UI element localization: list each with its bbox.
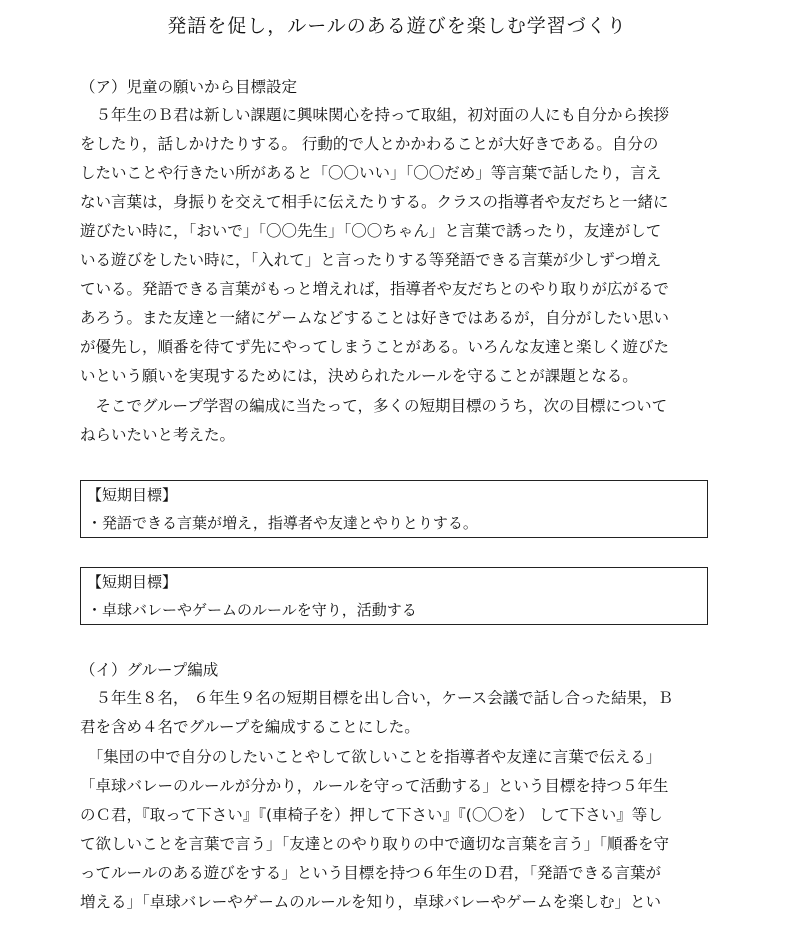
text-line: をしたり，話しかけたりする。 行動的で人とかかわることが大好きである。自分の bbox=[80, 135, 659, 153]
section-b-heading: （イ）グループ編成 bbox=[80, 661, 219, 679]
text-line: のＣ君，『取って下さい』『(車椅子を）押して下さい』『(〇〇を） して下さい』等し bbox=[80, 806, 663, 824]
text-line: 増える」「卓球バレーやゲームのルールを知り，卓球バレーやゲームを楽しむ」とい bbox=[80, 893, 661, 911]
text-line: 「卓球バレーのルールが分かり，ルールを守って活動する」という目標を持つ５年生 bbox=[80, 777, 669, 795]
box-item: ・卓球バレーやゲームのルールを守り，活動する bbox=[87, 601, 417, 619]
text-line: そこでグループ学習の編成に当たって，多くの短期目標のうち，次の目標について bbox=[80, 397, 668, 415]
box-label: 【短期目標】 bbox=[87, 573, 178, 591]
text-line: したいことや行きたい所があると「〇〇いい」「〇〇だめ」等言葉で話したり，言え bbox=[80, 164, 662, 182]
text-line: が優先し，順番を待てず先にやってしまうことがある。いろんな友達と楽しく遊びた bbox=[80, 338, 670, 356]
section-a-paragraph-2 bbox=[80, 392, 720, 450]
page-title: 発語を促し，ルールのある遊びを楽しむ学習づくり bbox=[167, 15, 627, 37]
text-line: いという願いを実現するためには，決められたルールを守ることが課題となる。 bbox=[80, 367, 638, 385]
section-b-paragraph-1 bbox=[80, 684, 720, 742]
text-line: ５年生のＢ君は新しい課題に興味関心を持って取組，初対面の人にも自分から挨拶 bbox=[80, 106, 670, 124]
text-line: 「集団の中で自分のしたいことやして欲しいことを指導者や友達に言葉で伝える」 bbox=[80, 748, 662, 766]
text-line: いる遊びをしたい時に，「入れて」と言ったりする等発語できる言葉が少しずつ増え bbox=[80, 251, 662, 269]
box-item: ・発語できる言葉が増え，指導者や友達とやりとりする。 bbox=[87, 514, 478, 532]
section-b-paragraph-2 bbox=[80, 743, 720, 917]
text-line: あろう。また友達と一緒にゲームなどすることは好きではあるが，自分がしたい思い bbox=[80, 309, 670, 327]
text-line: ってルールのある遊びをする」という目標を持つ６年生のＤ君，「発語できる言葉が bbox=[80, 864, 661, 882]
text-line: て欲しいことを言葉で言う」「友達とのやり取りの中で適切な言葉を言う」「順番を守 bbox=[80, 835, 670, 853]
text-line: 遊びたい時に，「おいで」「〇〇先生」「〇〇ちゃん」と言葉で誘ったり，友達がして bbox=[80, 222, 662, 240]
text-line: ない言葉は，身振りを交えて相手に伝えたりする。クラスの指導者や友だちと一緒に bbox=[80, 193, 669, 211]
text-line: ねらいたいと考えた。 bbox=[80, 426, 236, 444]
section-a-heading: （ア）児童の願いから目標設定 bbox=[80, 78, 298, 96]
text-line: 君を含め４名でグループを編成することにした。 bbox=[80, 718, 420, 736]
section-a-paragraph-1 bbox=[80, 101, 720, 391]
text-line: ている。発語できる言葉がもっと増えれば，指導者や友だちとのやり取りが広がるで bbox=[80, 280, 669, 298]
box-label: 【短期目標】 bbox=[87, 486, 178, 504]
short-term-goal-box-2 bbox=[80, 567, 708, 625]
short-term-goal-box-1 bbox=[80, 480, 708, 538]
text-line: ５年生８名， ６年生９名の短期目標を出し合い，ケース会議で話し合った結果，Ｂ bbox=[80, 689, 674, 707]
